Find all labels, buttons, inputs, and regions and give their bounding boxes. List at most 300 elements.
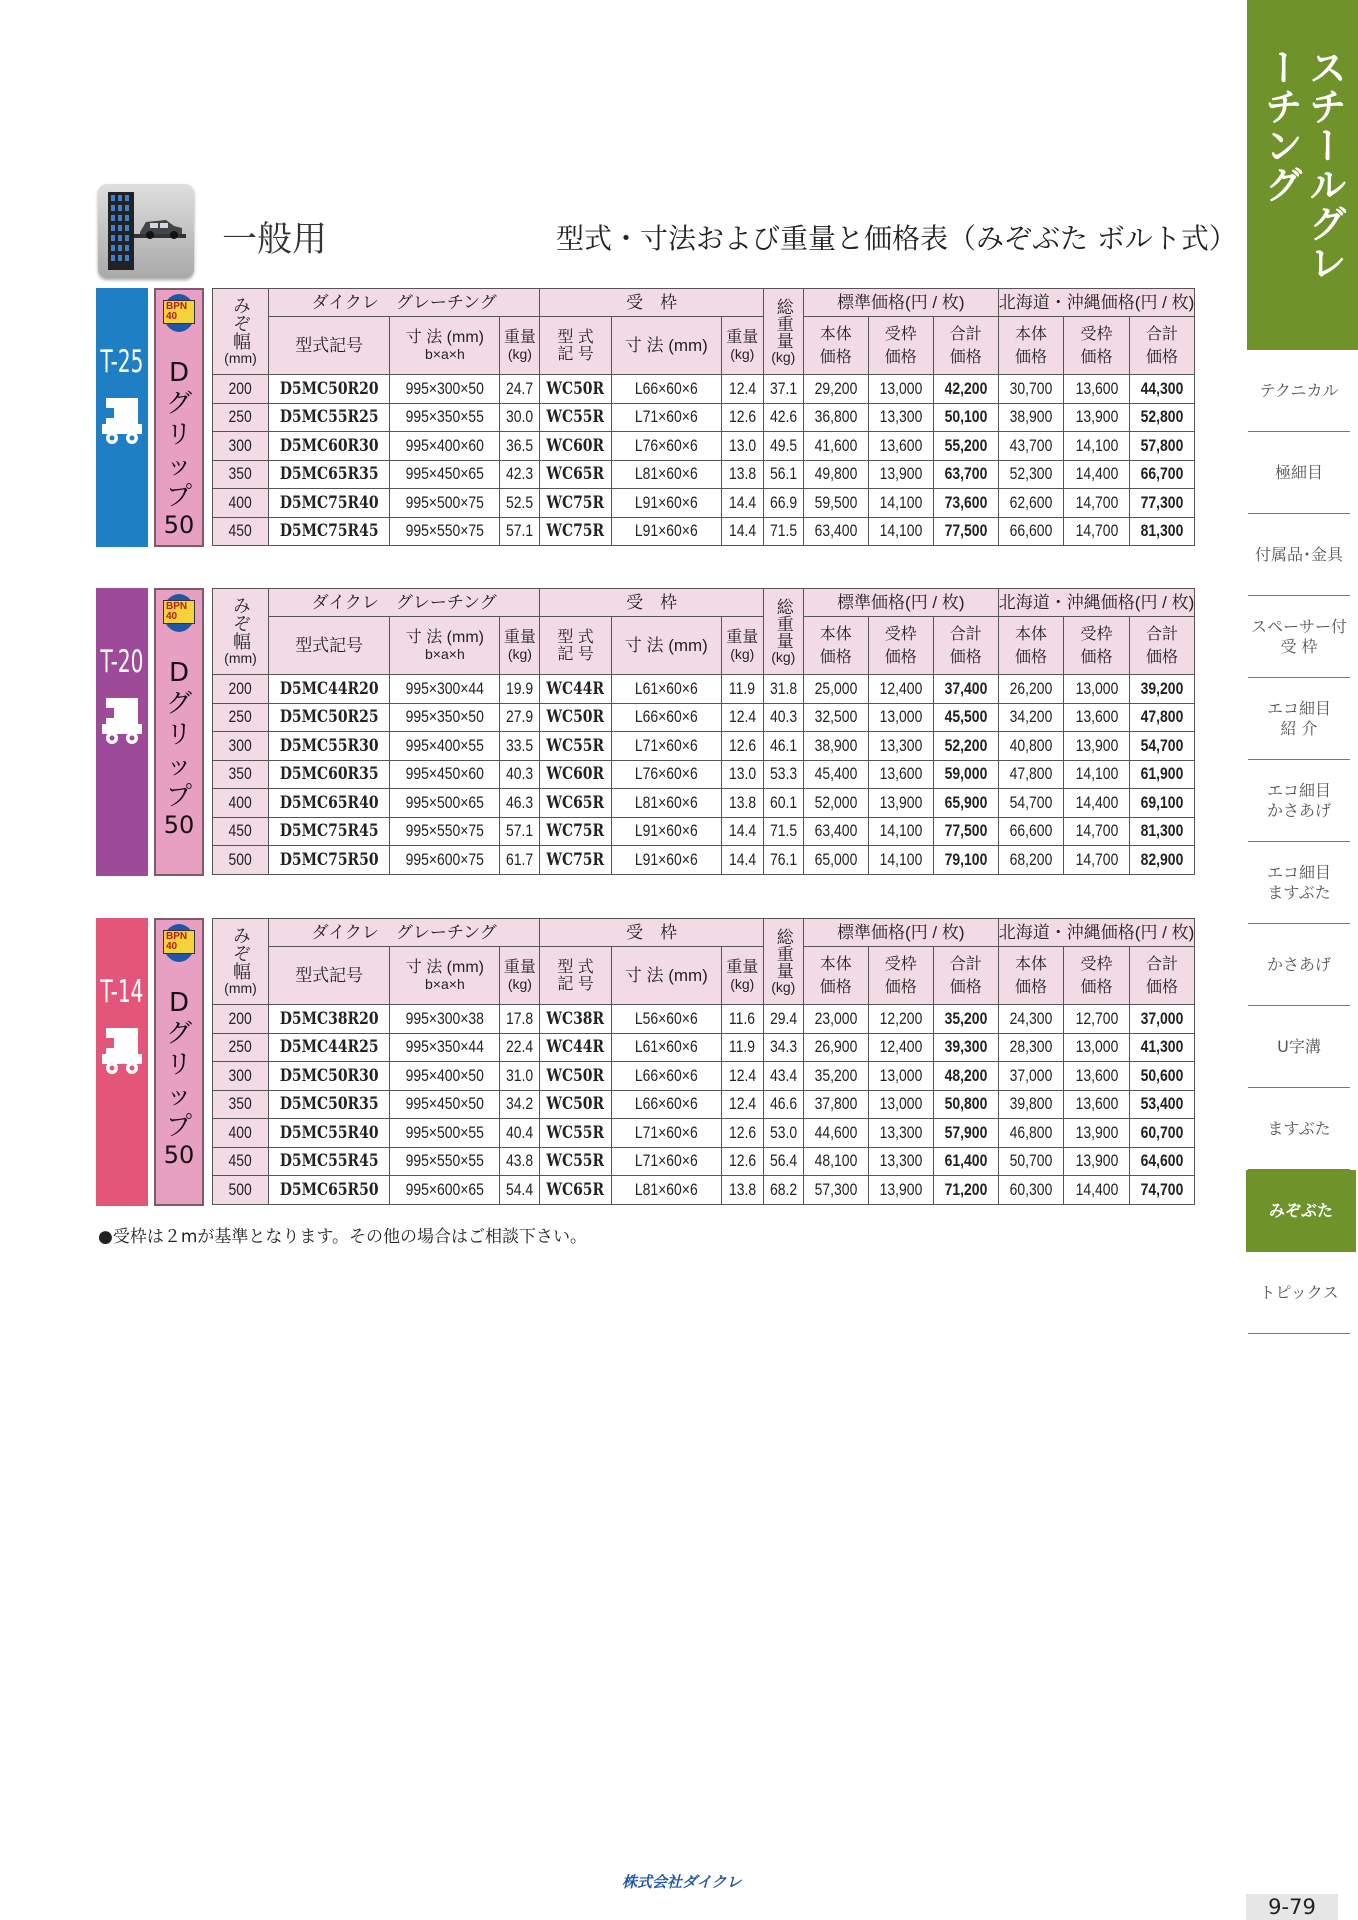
frame-model-header: 型 式 記 号 — [540, 617, 611, 675]
table-cell: D5MC65R35 — [269, 460, 390, 489]
table-cell: 13,000 — [1064, 1033, 1130, 1062]
table-cell: 13,600 — [1064, 375, 1130, 404]
table-cell: L81×60×6 — [611, 789, 721, 818]
table-cell: 28,300 — [998, 1033, 1064, 1062]
table-cell: 49,800 — [803, 460, 868, 489]
table-cell: 42,200 — [933, 375, 998, 404]
table-cell: 37,000 — [1129, 1005, 1195, 1034]
table-cell: 995×350×50 — [390, 703, 500, 732]
table-cell: 13.8 — [721, 789, 763, 818]
table-cell: 36,800 — [803, 403, 868, 432]
table-cell: 63,400 — [803, 817, 868, 846]
table-cell: 14,700 — [1064, 517, 1130, 546]
table-cell: 25,000 — [803, 675, 868, 704]
table-cell: 13,600 — [868, 760, 933, 789]
table-cell: WC60R — [540, 432, 611, 461]
product-number: 50 — [163, 1141, 195, 1169]
product-name: Dグリップ — [166, 358, 193, 512]
table-cell: 12.4 — [721, 1062, 763, 1091]
side-nav-item[interactable]: エコ細目 ますぶた — [1248, 842, 1350, 924]
table-row — [213, 460, 1195, 489]
table-cell: 73,600 — [933, 489, 998, 518]
table-row — [213, 517, 1195, 546]
table-cell: 44,300 — [1129, 375, 1195, 404]
table-cell: 995×500×65 — [390, 789, 500, 818]
table-cell: 43.8 — [500, 1147, 540, 1176]
table-cell: D5MC75R45 — [269, 817, 390, 846]
table-cell: D5MC55R40 — [269, 1119, 390, 1148]
width-header: みぞ幅 (mm) — [213, 919, 269, 1005]
table-cell: L91×60×6 — [611, 817, 721, 846]
table-cell: 14,100 — [1064, 432, 1130, 461]
table-cell: 13,900 — [1064, 403, 1130, 432]
dimensions-header: 寸 法 (mm) b×a×h — [390, 317, 500, 375]
table-cell: 55,200 — [933, 432, 998, 461]
model-header: 型式記号 — [269, 317, 390, 375]
table-cell: 200 — [213, 375, 269, 404]
table-cell: 42.6 — [763, 403, 803, 432]
table-cell: 52,800 — [1129, 403, 1195, 432]
table-cell: WC75R — [540, 846, 611, 875]
table-cell: 62,600 — [998, 489, 1064, 518]
table-cell: 250 — [213, 703, 269, 732]
table-cell: 995×550×55 — [390, 1147, 500, 1176]
table-cell: 19.9 — [500, 675, 540, 704]
table-cell: 29,200 — [803, 375, 868, 404]
table-cell: 66,600 — [998, 817, 1064, 846]
table-cell: 24.7 — [500, 375, 540, 404]
table-cell: 45,500 — [933, 703, 998, 732]
total-price-header: 合計 価格 — [1129, 947, 1195, 1005]
table-cell: 13,600 — [1064, 1090, 1130, 1119]
table-cell: 26,200 — [998, 675, 1064, 704]
table-cell: 52.5 — [500, 489, 540, 518]
table-cell: 12.4 — [721, 1090, 763, 1119]
table-cell: 22.4 — [500, 1033, 540, 1062]
table-cell: 14.4 — [721, 489, 763, 518]
table-cell: 50,600 — [1129, 1062, 1195, 1091]
table-cell: L71×60×6 — [611, 403, 721, 432]
footnote: ●受枠は２mが基準となります。その他の場合はご相談下さい。 — [98, 1227, 588, 1247]
grating-group-header: ダイクレ グレーチング — [269, 919, 540, 947]
table-cell: 13,300 — [868, 732, 933, 761]
table-cell: WC75R — [540, 817, 611, 846]
frame-weight-header: 重量 (kg) — [721, 947, 763, 1005]
table-cell: 30,700 — [998, 375, 1064, 404]
table-cell: L71×60×6 — [611, 732, 721, 761]
table-cell: 50,800 — [933, 1090, 998, 1119]
table-cell: 12.6 — [721, 1119, 763, 1148]
weight-header: 重量 (kg) — [500, 947, 540, 1005]
table-cell: 43,700 — [998, 432, 1064, 461]
table-cell: 43.4 — [763, 1062, 803, 1091]
table-cell: WC55R — [540, 732, 611, 761]
table-cell: 39,200 — [1129, 675, 1195, 704]
table-cell: 200 — [213, 675, 269, 704]
table-cell: 81,300 — [1129, 517, 1195, 546]
table-cell: 12.6 — [721, 732, 763, 761]
table-cell: 26,900 — [803, 1033, 868, 1062]
table-cell: WC55R — [540, 1147, 611, 1176]
table-cell: WC65R — [540, 789, 611, 818]
frame-price-header: 受枠 価格 — [868, 617, 933, 675]
table-cell: D5MC60R35 — [269, 760, 390, 789]
table-cell: 350 — [213, 1090, 269, 1119]
table-cell: D5MC50R20 — [269, 375, 390, 404]
table-cell: 57,800 — [1129, 432, 1195, 461]
table-cell: 38,900 — [998, 403, 1064, 432]
standard-price-group-header: 標準価格(円 / 枚) — [803, 919, 998, 947]
table-cell: 37,000 — [998, 1062, 1064, 1091]
table-cell: WC55R — [540, 403, 611, 432]
table-cell: 71.5 — [763, 517, 803, 546]
table-cell: WC50R — [540, 375, 611, 404]
side-nav-item[interactable]: かさあげ — [1248, 924, 1350, 1006]
table-cell: 37,400 — [933, 675, 998, 704]
side-nav-item[interactable]: 付属品･金具 — [1248, 514, 1350, 596]
body-price-header: 本体 価格 — [803, 317, 868, 375]
table-row — [213, 1147, 1195, 1176]
load-class-label: T-20 — [100, 644, 144, 680]
total-weight-header: 総重量 (kg) — [763, 289, 803, 375]
table-cell: WC65R — [540, 1176, 611, 1205]
weight-header: 重量 (kg) — [500, 617, 540, 675]
side-nav-item[interactable]: トピックス — [1248, 1252, 1350, 1334]
table-cell: L76×60×6 — [611, 432, 721, 461]
table-cell: 79,100 — [933, 846, 998, 875]
table-cell: 12,400 — [868, 1033, 933, 1062]
table-cell: 64,600 — [1129, 1147, 1195, 1176]
truck-icon — [100, 694, 144, 750]
table-cell: 63,700 — [933, 460, 998, 489]
table-row — [213, 1090, 1195, 1119]
table-cell: 46.3 — [500, 789, 540, 818]
table-cell: 14,100 — [868, 817, 933, 846]
spec-price-table — [212, 918, 1195, 1205]
table-cell: 52,300 — [998, 460, 1064, 489]
load-class-label: T-14 — [100, 974, 144, 1010]
table-cell: 995×550×75 — [390, 517, 500, 546]
table-cell: 47,800 — [1129, 703, 1195, 732]
table-cell: 50,700 — [998, 1147, 1064, 1176]
table-cell: L76×60×6 — [611, 760, 721, 789]
frame-dimensions-header: 寸 法 (mm) — [611, 947, 721, 1005]
table-cell: D5MC50R25 — [269, 703, 390, 732]
table-cell: 995×300×38 — [390, 1005, 500, 1034]
table-cell: L71×60×6 — [611, 1119, 721, 1148]
table-cell: 250 — [213, 403, 269, 432]
table-row — [213, 489, 1195, 518]
total-weight-header: 総重量 (kg) — [763, 919, 803, 1005]
table-cell: L66×60×6 — [611, 703, 721, 732]
total-price-header: 合計 価格 — [933, 317, 998, 375]
table-cell: 31.8 — [763, 675, 803, 704]
table-cell: 77,500 — [933, 517, 998, 546]
table-cell: L66×60×6 — [611, 1062, 721, 1091]
table-cell: 13,600 — [1064, 703, 1130, 732]
table-cell: 12,200 — [868, 1005, 933, 1034]
hokkaido-price-group-header: 北海道・沖縄価格(円 / 枚) — [998, 589, 1195, 617]
table-cell: 57,900 — [933, 1119, 998, 1148]
frame-group-header: 受 枠 — [540, 919, 763, 947]
table-cell: 995×450×60 — [390, 760, 500, 789]
table-cell: 66.9 — [763, 489, 803, 518]
table-cell: 68,200 — [998, 846, 1064, 875]
product-column — [154, 288, 204, 547]
side-nav-item[interactable]: スペーサー付 受 枠 — [1248, 596, 1350, 678]
table-cell: 40,800 — [998, 732, 1064, 761]
company-logo: 株式会社ダイクレ — [622, 1873, 742, 1891]
page-number: 9-79 — [1246, 1894, 1338, 1920]
table-cell: 11.6 — [721, 1005, 763, 1034]
table-cell: WC38R — [540, 1005, 611, 1034]
table-cell: 52,200 — [933, 732, 998, 761]
table-cell: D5MC44R20 — [269, 675, 390, 704]
table-cell: 14,100 — [868, 846, 933, 875]
table-cell: 13,900 — [868, 1176, 933, 1205]
table-cell: 12.4 — [721, 703, 763, 732]
table-cell: 13,000 — [868, 1062, 933, 1091]
table-row — [213, 1033, 1195, 1062]
table-cell: 32,500 — [803, 703, 868, 732]
page-subtitle: 型式・寸法および重量と価格表（みぞぶた ボルト式） — [556, 222, 1237, 255]
table-cell: 995×500×75 — [390, 489, 500, 518]
table-cell: 13,300 — [868, 403, 933, 432]
table-cell: WC44R — [540, 1033, 611, 1062]
table-cell: 995×400×55 — [390, 732, 500, 761]
table-cell: 74,700 — [1129, 1176, 1195, 1205]
table-cell: D5MC55R25 — [269, 403, 390, 432]
table-cell: 66,700 — [1129, 460, 1195, 489]
frame-group-header: 受 枠 — [540, 589, 763, 617]
table-cell: L81×60×6 — [611, 460, 721, 489]
table-cell: 40.4 — [500, 1119, 540, 1148]
table-cell: 57.1 — [500, 517, 540, 546]
frame-price-header: 受枠 価格 — [1064, 617, 1130, 675]
table-cell: 995×600×65 — [390, 1176, 500, 1205]
table-cell: 400 — [213, 489, 269, 518]
table-cell: 39,800 — [998, 1090, 1064, 1119]
table-cell: L66×60×6 — [611, 375, 721, 404]
table-cell: WC50R — [540, 1062, 611, 1091]
table-cell: 400 — [213, 1119, 269, 1148]
product-name: Dグリップ — [166, 988, 193, 1142]
table-cell: D5MC65R50 — [269, 1176, 390, 1205]
side-nav-item[interactable]: 極細目 — [1248, 432, 1350, 514]
frame-group-header: 受 枠 — [540, 289, 763, 317]
table-cell: L66×60×6 — [611, 1090, 721, 1119]
table-cell: WC50R — [540, 703, 611, 732]
table-cell: L81×60×6 — [611, 1176, 721, 1205]
table-cell: WC50R — [540, 1090, 611, 1119]
table-row — [213, 1119, 1195, 1148]
table-cell: L91×60×6 — [611, 489, 721, 518]
weight-header: 重量 (kg) — [500, 317, 540, 375]
table-cell: 76.1 — [763, 846, 803, 875]
table-cell: 61,900 — [1129, 760, 1195, 789]
side-category-title: スチールグレーチング — [1258, 48, 1347, 282]
load-class-section — [96, 288, 1212, 547]
table-cell: 14,100 — [868, 517, 933, 546]
product-column — [154, 918, 204, 1206]
table-cell: 60.1 — [763, 789, 803, 818]
table-cell: 300 — [213, 732, 269, 761]
table-cell: D5MC55R30 — [269, 732, 390, 761]
table-cell: 995×400×50 — [390, 1062, 500, 1091]
truck-icon — [100, 394, 144, 450]
page-title: 一般用 — [222, 220, 328, 260]
table-cell: WC55R — [540, 1119, 611, 1148]
frame-model-header: 型 式 記 号 — [540, 947, 611, 1005]
table-cell: 53.3 — [763, 760, 803, 789]
table-cell: 48,200 — [933, 1062, 998, 1091]
table-cell: D5MC75R45 — [269, 517, 390, 546]
table-cell: 46,800 — [998, 1119, 1064, 1148]
model-header: 型式記号 — [269, 947, 390, 1005]
table-row — [213, 403, 1195, 432]
table-cell: 68.2 — [763, 1176, 803, 1205]
standard-price-group-header: 標準価格(円 / 枚) — [803, 289, 998, 317]
table-cell: L61×60×6 — [611, 1033, 721, 1062]
table-cell: 66,600 — [998, 517, 1064, 546]
grating-group-header: ダイクレ グレーチング — [269, 589, 540, 617]
frame-weight-header: 重量 (kg) — [721, 317, 763, 375]
table-row — [213, 675, 1195, 704]
table-cell: 47,800 — [998, 760, 1064, 789]
table-cell: L91×60×6 — [611, 846, 721, 875]
table-cell: 82,900 — [1129, 846, 1195, 875]
table-cell: 45,400 — [803, 760, 868, 789]
total-price-header: 合計 価格 — [1129, 317, 1195, 375]
total-weight-header: 総重量 (kg) — [763, 589, 803, 675]
table-cell: 63,400 — [803, 517, 868, 546]
body-price-header: 本体 価格 — [998, 617, 1064, 675]
table-cell: 13,900 — [868, 460, 933, 489]
table-cell: 12,400 — [868, 675, 933, 704]
table-cell: 995×550×75 — [390, 817, 500, 846]
table-cell: 33.5 — [500, 732, 540, 761]
table-cell: 46.1 — [763, 732, 803, 761]
table-cell: 53,400 — [1129, 1090, 1195, 1119]
dimensions-header: 寸 法 (mm) b×a×h — [390, 617, 500, 675]
table-cell: 14,400 — [1064, 789, 1130, 818]
side-category-header — [1247, 0, 1358, 350]
table-cell: 14,400 — [1064, 460, 1130, 489]
side-nav-item[interactable]: ますぶた — [1248, 1088, 1350, 1170]
table-cell: WC44R — [540, 675, 611, 704]
table-cell: WC60R — [540, 760, 611, 789]
table-row — [213, 1176, 1195, 1205]
table-cell: WC65R — [540, 460, 611, 489]
table-cell: 14,400 — [1064, 1176, 1130, 1205]
table-cell: D5MC65R40 — [269, 789, 390, 818]
table-cell: 46.6 — [763, 1090, 803, 1119]
table-cell: 450 — [213, 517, 269, 546]
table-cell: 14.4 — [721, 817, 763, 846]
table-cell: 40.3 — [763, 703, 803, 732]
frame-model-header: 型 式 記 号 — [540, 317, 611, 375]
table-cell: 995×300×44 — [390, 675, 500, 704]
table-cell: D5MC75R40 — [269, 489, 390, 518]
table-cell: 14.4 — [721, 846, 763, 875]
table-row — [213, 846, 1195, 875]
table-row — [213, 1005, 1195, 1034]
table-cell: 54,700 — [1129, 732, 1195, 761]
table-cell: 13,600 — [1064, 1062, 1130, 1091]
table-cell: L56×60×6 — [611, 1005, 721, 1034]
frame-weight-header: 重量 (kg) — [721, 617, 763, 675]
table-cell: D5MC55R45 — [269, 1147, 390, 1176]
table-cell: 40.3 — [500, 760, 540, 789]
product-number: 50 — [163, 811, 195, 839]
load-class-label: T-25 — [100, 344, 144, 380]
table-cell: 44,600 — [803, 1119, 868, 1148]
side-nav-item[interactable]: U字溝 — [1248, 1006, 1350, 1088]
table-cell: WC75R — [540, 489, 611, 518]
table-cell: 38,900 — [803, 732, 868, 761]
table-cell: 14,100 — [1064, 760, 1130, 789]
table-cell: 35,200 — [803, 1062, 868, 1091]
table-cell: D5MC75R50 — [269, 846, 390, 875]
table-cell: 995×450×50 — [390, 1090, 500, 1119]
table-cell: 300 — [213, 1062, 269, 1091]
table-cell: 59,000 — [933, 760, 998, 789]
table-cell: 13,900 — [1064, 1147, 1130, 1176]
table-cell: 13.8 — [721, 460, 763, 489]
table-cell: 11.9 — [721, 1033, 763, 1062]
side-nav-item[interactable]: テクニカル — [1248, 350, 1350, 432]
table-cell: L61×60×6 — [611, 675, 721, 704]
table-cell: 57.1 — [500, 817, 540, 846]
table-cell: 34.2 — [500, 1090, 540, 1119]
table-cell: 995×350×44 — [390, 1033, 500, 1062]
side-nav-item[interactable]: みぞぶた — [1246, 1170, 1356, 1252]
table-cell: 69,100 — [1129, 789, 1195, 818]
total-price-header: 合計 価格 — [933, 617, 998, 675]
table-cell: 71,200 — [933, 1176, 998, 1205]
table-cell: 350 — [213, 760, 269, 789]
frame-price-header: 受枠 価格 — [868, 317, 933, 375]
table-cell: 11.9 — [721, 675, 763, 704]
table-cell: 14,700 — [1064, 846, 1130, 875]
table-row — [213, 789, 1195, 818]
side-nav-item[interactable]: エコ細目 かさあげ — [1248, 760, 1350, 842]
table-cell: 77,500 — [933, 817, 998, 846]
table-cell: 34,200 — [998, 703, 1064, 732]
table-cell: 50,100 — [933, 403, 998, 432]
table-cell: 65,000 — [803, 846, 868, 875]
table-cell: 37.1 — [763, 375, 803, 404]
table-row — [213, 760, 1195, 789]
product-number: 50 — [163, 511, 195, 539]
side-nav-item[interactable]: エコ細目 紹 介 — [1248, 678, 1350, 760]
table-row — [213, 703, 1195, 732]
table-cell: 12.6 — [721, 403, 763, 432]
product-column — [154, 588, 204, 876]
load-class-section — [96, 918, 1212, 1206]
frame-price-header: 受枠 価格 — [868, 947, 933, 1005]
table-cell: 65,900 — [933, 789, 998, 818]
table-cell: 12.6 — [721, 1147, 763, 1176]
table-cell: 24,300 — [998, 1005, 1064, 1034]
width-header: みぞ幅 (mm) — [213, 289, 269, 375]
table-cell: 35,200 — [933, 1005, 998, 1034]
table-row — [213, 817, 1195, 846]
load-class-tag — [96, 288, 148, 547]
table-cell: D5MC50R35 — [269, 1090, 390, 1119]
bpn-badge-icon: BPN 40 — [163, 294, 195, 332]
table-cell: 13.0 — [721, 432, 763, 461]
